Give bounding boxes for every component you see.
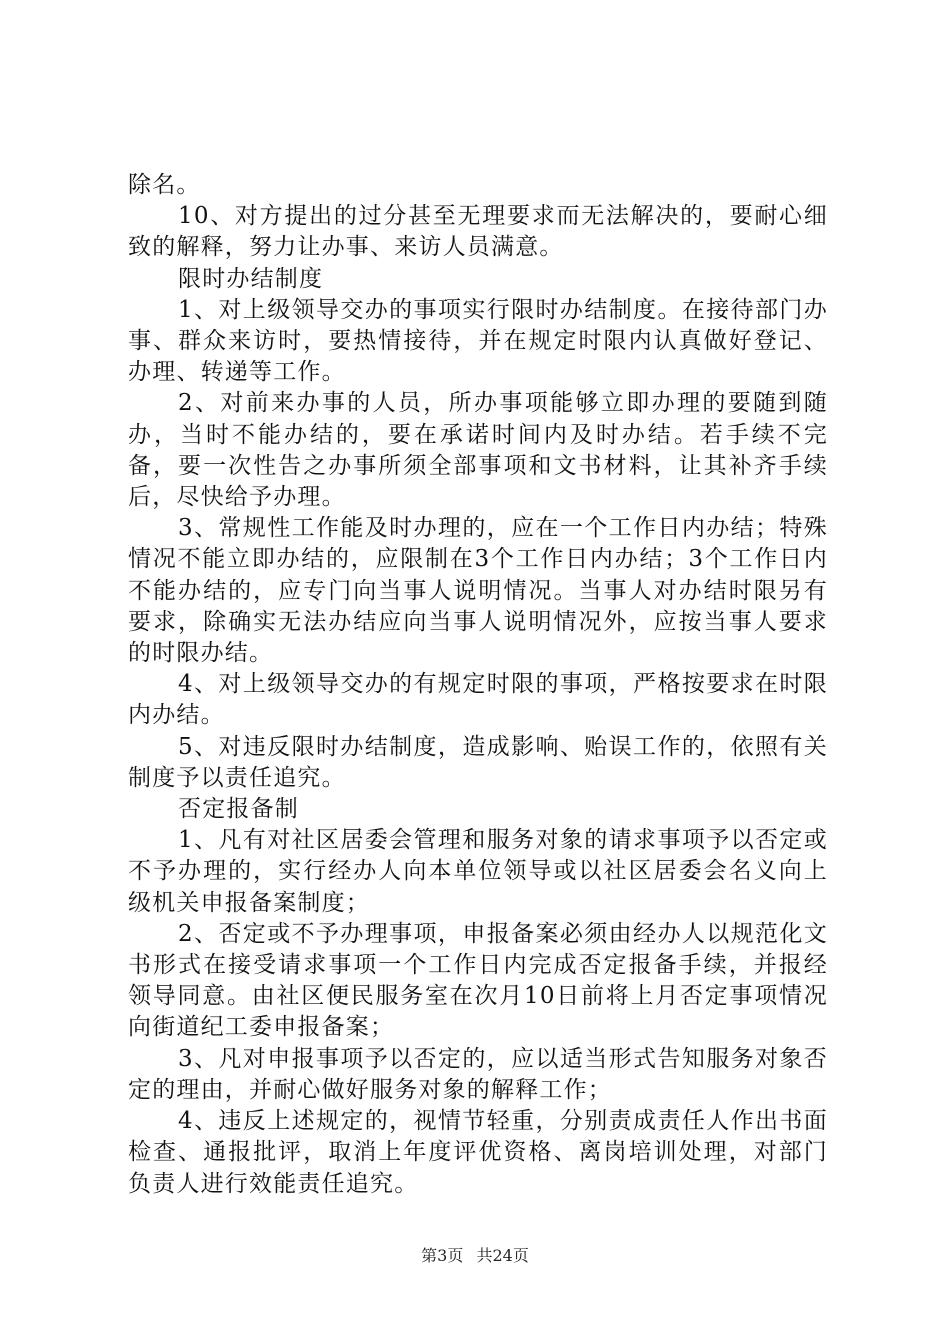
paragraph: 3、常规性工作能及时办理的，应在一个工作日内办结；特殊情况不能立即办结的，应限制在3个工作日内办结；3个工作日内不能办结的，应专门向当事人说明情况。当事人对办结时限另有要求，除确实无法办结应向当事人说明情况外，应按当事人要求的时限办结。 bbox=[128, 515, 828, 667]
section-heading: 否定报备制 bbox=[178, 796, 299, 823]
document-body bbox=[128, 170, 828, 1200]
page-total: 共24页 bbox=[476, 1246, 529, 1265]
paragraph: 除名。 bbox=[128, 172, 201, 198]
paragraph: 1、对上级领导交办的事项实行限时办结制度。在接待部门办事、群众来访时，要热情接待，并在规定时限内认真做好登记、办理、转递等工作。 bbox=[128, 296, 828, 386]
section-heading: 限时办结制度 bbox=[178, 265, 324, 292]
paragraph: 5、对违反限时办结制度，造成影响、贻误工作的，依照有关制度予以责任追究。 bbox=[128, 733, 828, 791]
paragraph: 4、对上级领导交办的有规定时限的事项，严格按要求在时限内办结。 bbox=[128, 671, 828, 729]
paragraph: 1、凡有对社区居委会管理和服务对象的请求事项予以否定或不予办理的，实行经办人向本单位领导或以社区居委会名义向上级机关申报备案制度； bbox=[128, 827, 828, 916]
paragraph: 2、否定或不予办理事项，申报备案必须由经办人以规范化文书形式在接受请求事项一个工作日内完成否定报备手续，并报经领导同意。由社区便民服务室在次月10日前将上月否定事项情况向街道纪工委申报备案； bbox=[128, 920, 828, 1041]
paragraph: 3、凡对申报事项予以否定的，应以适当形式告知服务对象否定的理由，并耐心做好服务对象的解释工作； bbox=[128, 1045, 828, 1103]
paragraph: 10、对方提出的过分甚至无理要求而无法解决的，要耐心细致的解释，努力让办事、来访人员满意。 bbox=[128, 203, 828, 261]
paragraph: 2、对前来办事的人员，所办事项能够立即办理的要随到随办，当时不能办结的，要在承诺时间内及时办结。若手续不完备，要一次性告之办事所须全部事项和文书材料，让其补齐手续后，尽快给予办理。 bbox=[128, 390, 828, 511]
page-footer bbox=[0, 1243, 950, 1266]
page-number: 第3页 bbox=[421, 1246, 464, 1265]
paragraph: 4、违反上述规定的，视情节轻重，分别责成责任人作出书面检查、通报批评，取消上年度评优资格、离岗培训处理，对部门负责人进行效能责任追究。 bbox=[128, 1108, 828, 1197]
